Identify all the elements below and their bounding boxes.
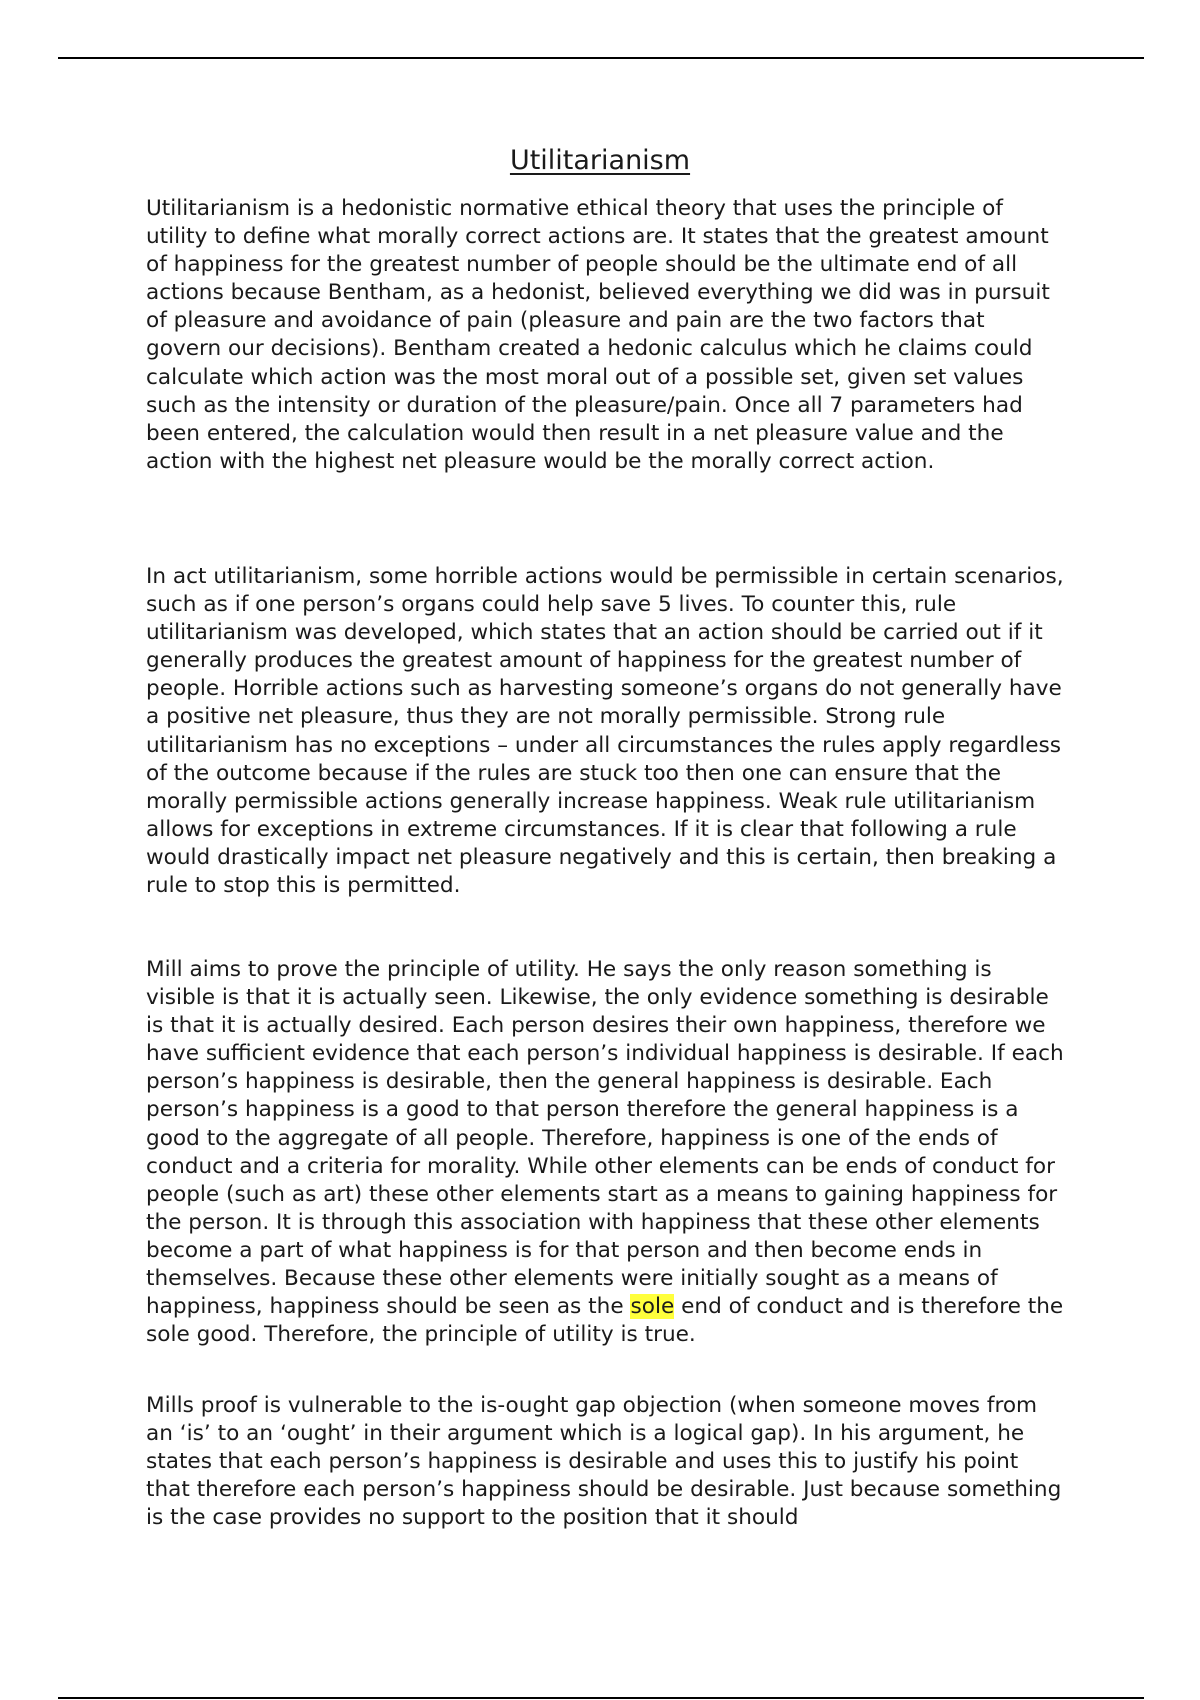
paragraph-4: Mills proof is vulnerable to the is-ought gap objection (when someone moves from an ‘is’ to an ‘ought’ in their argument which is a logical gap). In his argument, he states that each person’s happiness is desirable and uses this to justify his point that therefore each person’s happiness should be desirable. Just because something is the case provides no support to the position that it should: [146, 1393, 1062, 1531]
paragraph-2: In act utilitarianism, some horrible actions would be permissible in certain scenarios, such as if one person’s organs could help save 5 lives. To counter this, rule utilitarianism was developed, which states that an action should be carried out if it generally produces the greatest amount of happiness for the greatest number of people. Horrible actions such as harvesting someone’s organs do not generally have a positive net pleasure, thus they are not morally permissible. Strong rule utilitarianism has no exceptions – under all circumstances the rules apply regardless of the outcome because if the rules are stuck too then one can ensure that the morally permissible actions generally increase happiness. Weak rule utilitarianism allows for exceptions in extreme circumstances. If it is clear that following a rule would drastically impact net pleasure negatively and this is certain, then breaking a rule to stop this is permitted.: [146, 564, 1064, 899]
page-bottom-rule: [58, 1697, 1144, 1699]
paragraph-3-text-after: end of conduct and is therefore the sole good. Therefore, the principle of utility is true.: [146, 1294, 1064, 1348]
paragraph-3-text-before: Mill aims to prove the principle of utility. He says the only reason something is visible is that it is actually seen. Likewise, the only evidence something is desirable is that it is actually desired. Each person desires their own happiness, therefore we have sufficient evidence that each person’s individual happiness is desirable. If each person’s happiness is desirable, then the general happiness is desirable. Each person’s happiness is a good to that person therefore the general happiness is a good to the aggregate of all people. Therefore, happiness is one of the ends of conduct and a criteria for morality. While other elements can be ends of conduct for people (such as art) these other elements start as a means to gaining happiness for the person. It is through this association with happiness that these other elements become a part of what happiness is for that person and then become ends in themselves. Because these other elements were initially sought as a means of happiness, happiness should be seen as the: [146, 957, 1064, 1320]
page-top-rule: [58, 57, 1144, 59]
paragraph-3: [146, 956, 1066, 1349]
paragraph-1: Utilitarianism is a hedonistic normative ethical theory that uses the principle of utility to define what morally correct actions are. It states that the greatest amount of happiness for the greatest number of people should be the ultimate end of all actions because Bentham, as a hedonist, believed everything we did was in pursuit of pleasure and avoidance of pain (pleasure and pain are the two factors that govern our decisions). Bentham created a hedonic calculus which he claims could calculate which action was the most moral out of a possible set, given set values such as the intensity or duration of the pleasure/pain. Once all 7 parameters had been entered, the calculation would then result in a net pleasure value and the action with the highest net pleasure would be the morally correct action.: [146, 196, 1050, 474]
document-title: Utilitarianism: [509, 145, 691, 176]
highlighted-word: sole: [630, 1294, 675, 1320]
